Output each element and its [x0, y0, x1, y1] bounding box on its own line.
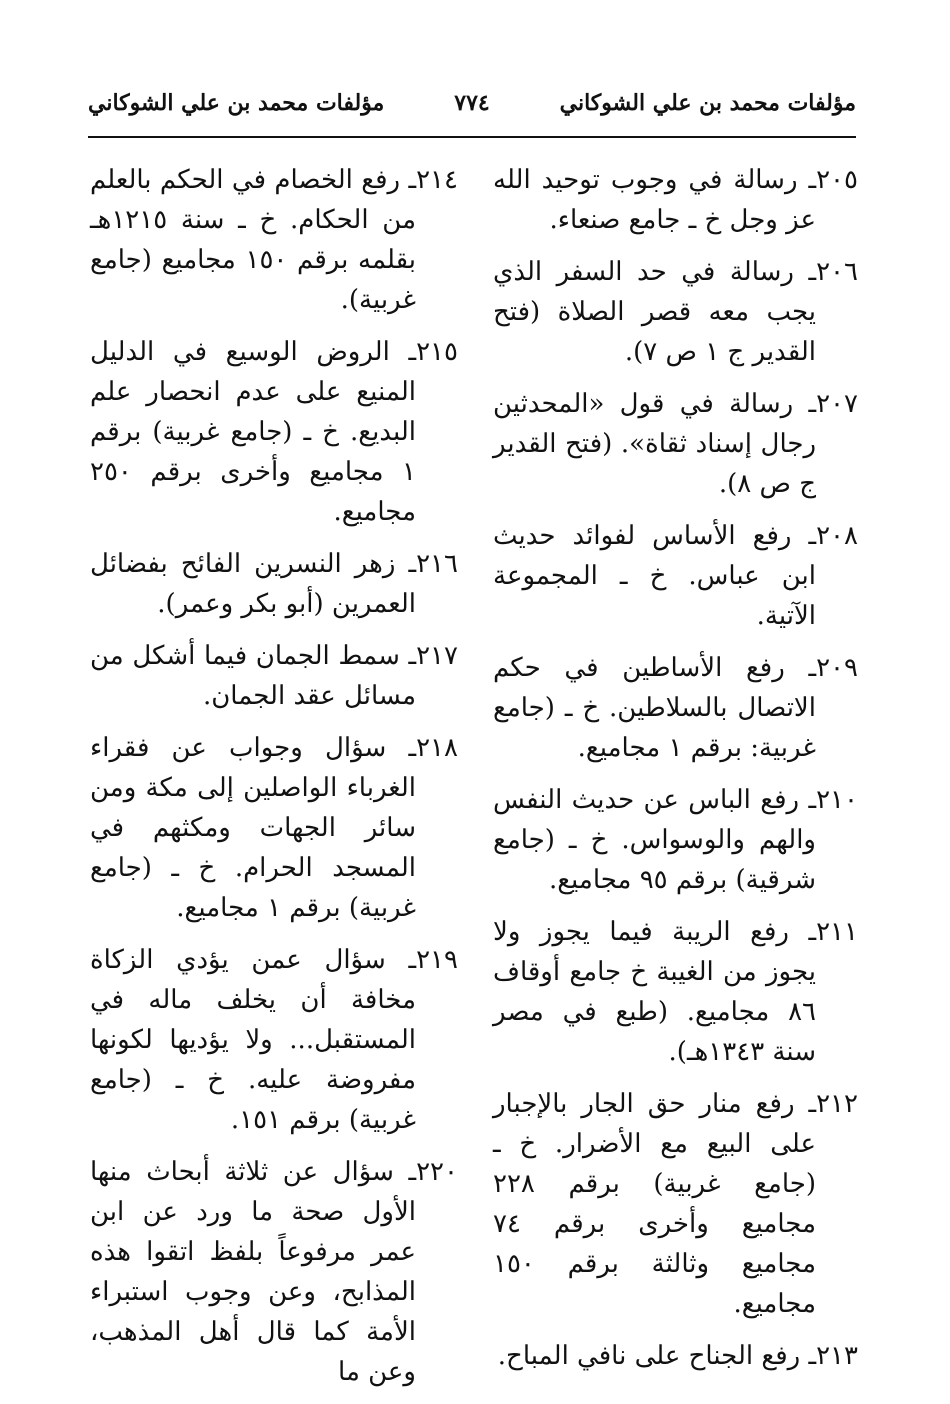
- entry-216: ٢١٦ـ زهر النسرين الفائح بفضائل العمرين (أبو بكر وعمر).: [90, 549, 458, 619]
- running-title-right: مؤلفات محمد بن علي الشوكاني: [559, 90, 856, 116]
- entry-213: ٢١٣ـ رفع الجناح على نافي المباح.: [497, 1341, 858, 1371]
- entry-211: ٢١١ـ رفع الريبة فيما يجوز ولا يجوز من الغيبة خ جامع أوقاف ٨٦ مجاميع. (طبع في مصر سنة ١٣٤٣هـ).: [493, 917, 858, 1067]
- entry-210: ٢١٠ـ رفع الباس عن حديث النفس والهم والوسواس. خ ـ (جامع شرقية) برقم ٩٥ مجاميع.: [493, 785, 858, 895]
- entry-219: ٢١٩ـ سؤال عمن يؤدي الزكاة مخافة أن يخلف ماله في المستقبل... ولا يؤديها لكونها مفروضة عليه. خ ـ (جامع غربية) برقم ١٥١.: [90, 945, 458, 1135]
- page-header: [88, 90, 856, 130]
- entry-212: ٢١٢ـ رفع منار حق الجار بالإجبار على البيع مع الأضرار. خ ـ (جامع غربية) برقم ٢٢٨ مجاميع وأخرى برقم ٧٤ مجاميع وثالثة برقم ١٥٠ مجاميع.: [493, 1089, 858, 1319]
- entry-208: ٢٠٨ـ رفع الأساس لفوائد حديث ابن عباس. خ ـ المجموعة الآتية.: [493, 521, 858, 631]
- entry-205: ٢٠٥ـ رسالة في وجوب توحيد الله عز وجل خ ـ جامع صنعاء.: [493, 165, 858, 235]
- entry-214: ٢١٤ـ رفع الخصام في الحكم بالعلم من الحكام. خ ـ سنة ١٢١٥هـ بقلمه برقم ١٥٠ مجاميع (جامع غربية).: [90, 165, 458, 315]
- left-column: [90, 160, 458, 1404]
- right-column: [493, 160, 858, 1388]
- header-rule: [88, 136, 856, 138]
- page-number: ٧٧٤: [454, 90, 490, 116]
- entry-217: ٢١٧ـ سمط الجمان فيما أشكل من مسائل عقد الجمان.: [90, 641, 458, 711]
- entry-215: ٢١٥ـ الروض الوسيع في الدليل المنيع على عدم انحصار علم البديع. خ ـ (جامع غربية) برقم ١ مجاميع وأخرى برقم ٢٥٠ مجاميع.: [90, 337, 458, 527]
- entry-206: ٢٠٦ـ رسالة في حد السفر الذي يجب معه قصر الصلاة (فتح القدير ج ١ ص ٧).: [493, 257, 858, 367]
- entry-218: ٢١٨ـ سؤال وجواب عن فقراء الغرباء الواصلين إلى مكة ومن سائر الجهات ومكثهم في المسجد الحرام. خ ـ (جامع غربية) برقم ١ مجاميع.: [90, 733, 458, 923]
- entry-220: ٢٢٠ـ سؤال عن ثلاثة أبحاث منها الأول صحة ما ورد عن ابن عمر مرفوعاً بلفظ اتقوا هذه المذابح، وعن وجوب استبراء الأمة كما قال أهل المذهب، وعن ما: [90, 1157, 458, 1387]
- entry-209: ٢٠٩ـ رفع الأساطين في حكم الاتصال بالسلاطين. خ ـ (جامع غربية: برقم ١ مجاميع.: [493, 653, 858, 763]
- entry-207: ٢٠٧ـ رسالة في قول «المحدثين رجال إسناد ثقاة». (فتح القدير ج ص ٨).: [493, 389, 858, 499]
- running-title-left: مؤلفات محمد بن علي الشوكاني: [88, 90, 385, 116]
